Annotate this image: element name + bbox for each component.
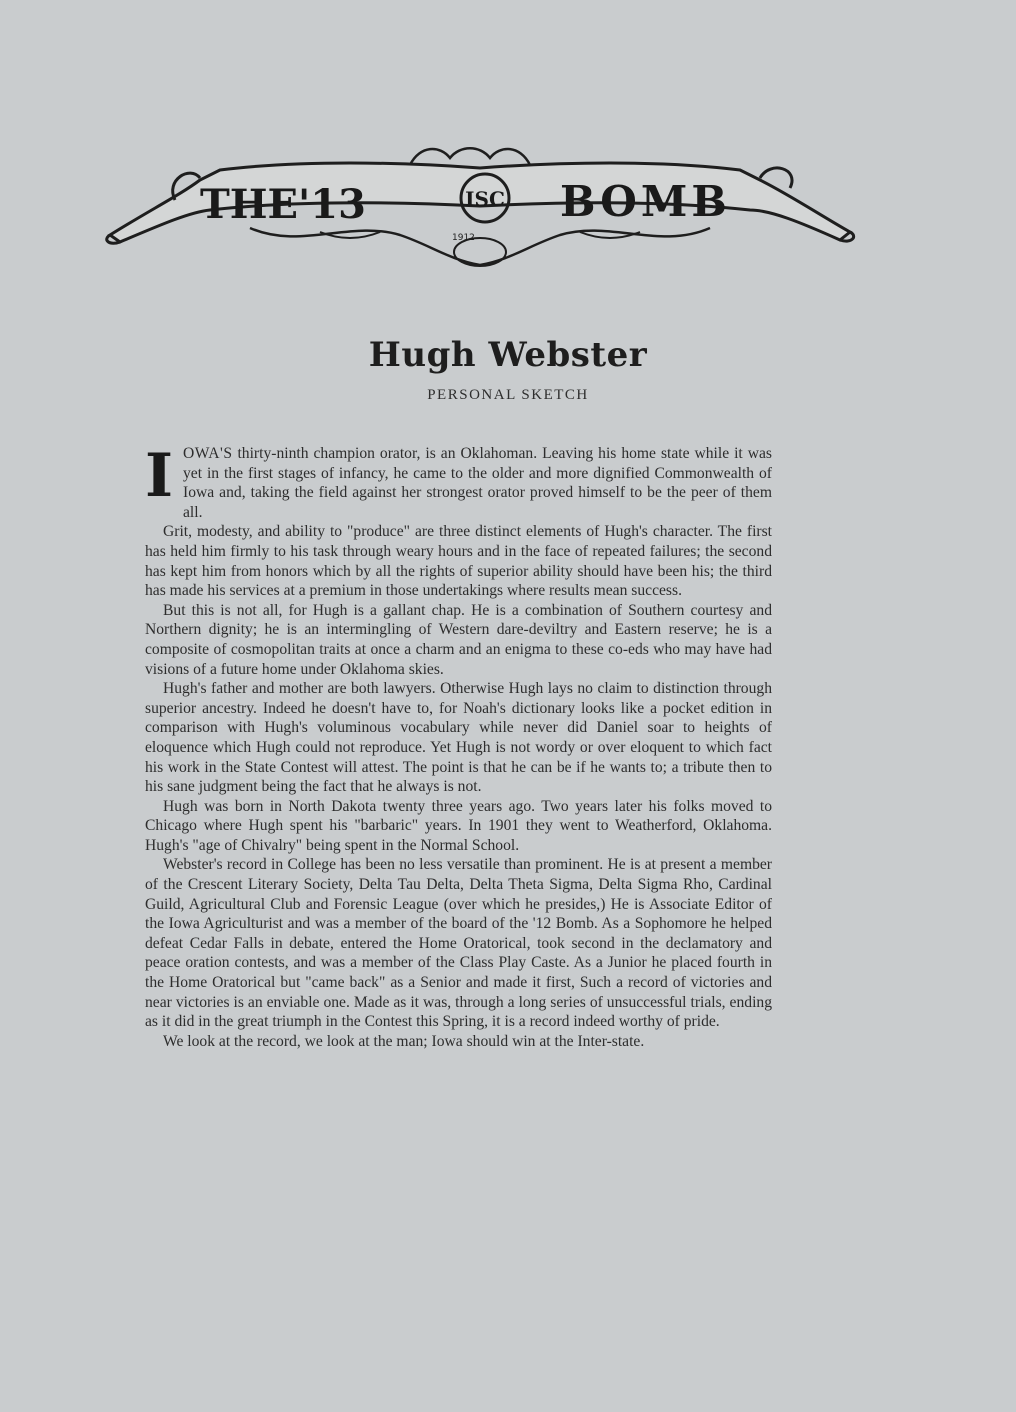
- page-title: Hugh Webster: [368, 335, 648, 375]
- article-body: [144, 441, 772, 1051]
- paragraph-3: But this is not all, for Hugh is a gallant chap. He is a combination of Southern courtesy and Northern dignity; he is an intermingling of Western dare-deviltry and Eastern reserve; he is a composite of cosmopolitan traits at once a charm and an enigma to these co-eds who may have had visions of a future home under Oklahoma skies.: [145, 601, 772, 678]
- monogram: ISC: [465, 187, 505, 211]
- paragraph-4: Hugh's father and mother are both lawyers. Otherwise Hugh lays no claim to distinction through superior ancestry. Indeed he doesn't have to, for Noah's dictionary looks like a pocket edition in comparison with Hugh's voluminous vocabulary while never did Daniel soar to heights of eloquence which Hugh could not reproduce. Yet Hugh is not wordy or over eloquent to which fact his work in the State Contest will attest. The point is that he can be if he wants to; a tribute then to his sane judgment being the fact that he always is not.: [145, 680, 772, 796]
- paragraph-7: We look at the record, we look at the man; Iowa should win at the Inter-state.: [163, 1032, 645, 1050]
- bomb-banner-logo: [100, 140, 860, 290]
- paragraph-1: [144, 441, 772, 522]
- paragraph-2: Grit, modesty, and ability to "produce" are three distinct elements of Hugh's character. The first has held him firmly to his task through weary hours and in the face of repeated failures; the second has kept him from honors which by all the rights of superior ability should have been his; the third has made his services at a premium in those undertakings where results mean success.: [145, 523, 772, 600]
- banner-text-right: BOMB: [560, 177, 731, 226]
- paragraph-6: Webster's record in College has been no less versatile than prominent. He is at present a member of the Crescent Literary Society, Delta Tau Delta, Delta Theta Sigma, Delta Sigma Rho, Cardinal Guild, Agricultural Club and Forensic League (over which he presides,) He is Associate Editor of the Iowa Agriculturist and was a member of the board of the '12 Bomb. As a Sophomore he helped defeat Cedar Falls in debate, entered the Home Oratorical, took second in the declamatory and peace oration contests, and was a member of the Class Play Caste. As a Junior he placed fourth in the Home Oratorical but "came back" as a Senior and made it first, Such a record of victories and near victories is an enviable one. Made as it was, through a long series of unsuccessful trials, ending as it did in the great triumph in the Contest this Spring, it is a record indeed worthy of pride.: [145, 856, 772, 1031]
- page-subtitle: PERSONAL SKETCH: [427, 387, 589, 403]
- lead-word: OWA'S: [183, 445, 233, 462]
- banner-text-left: THE'13: [200, 181, 366, 228]
- year-mark: 1912: [452, 233, 475, 243]
- paragraph-text: thirty-ninth champion orator, is an Oklahoman. Leaving his home state while it was yet in the first stages of infancy, he came to the older and more dignified Commonwealth of Iowa and, taking the field against her strongest orator proved himself to be the peer of them all.: [183, 445, 772, 521]
- paragraph-5: Hugh was born in North Dakota twenty three years ago. Two years later his folks moved to Chicago where Hugh spent his "barbaric" years. In 1901 they went to Weatherford, Oklahoma. Hugh's "age of Chivalry" being spent in the Normal School.: [145, 797, 772, 854]
- drop-cap: I: [144, 441, 174, 511]
